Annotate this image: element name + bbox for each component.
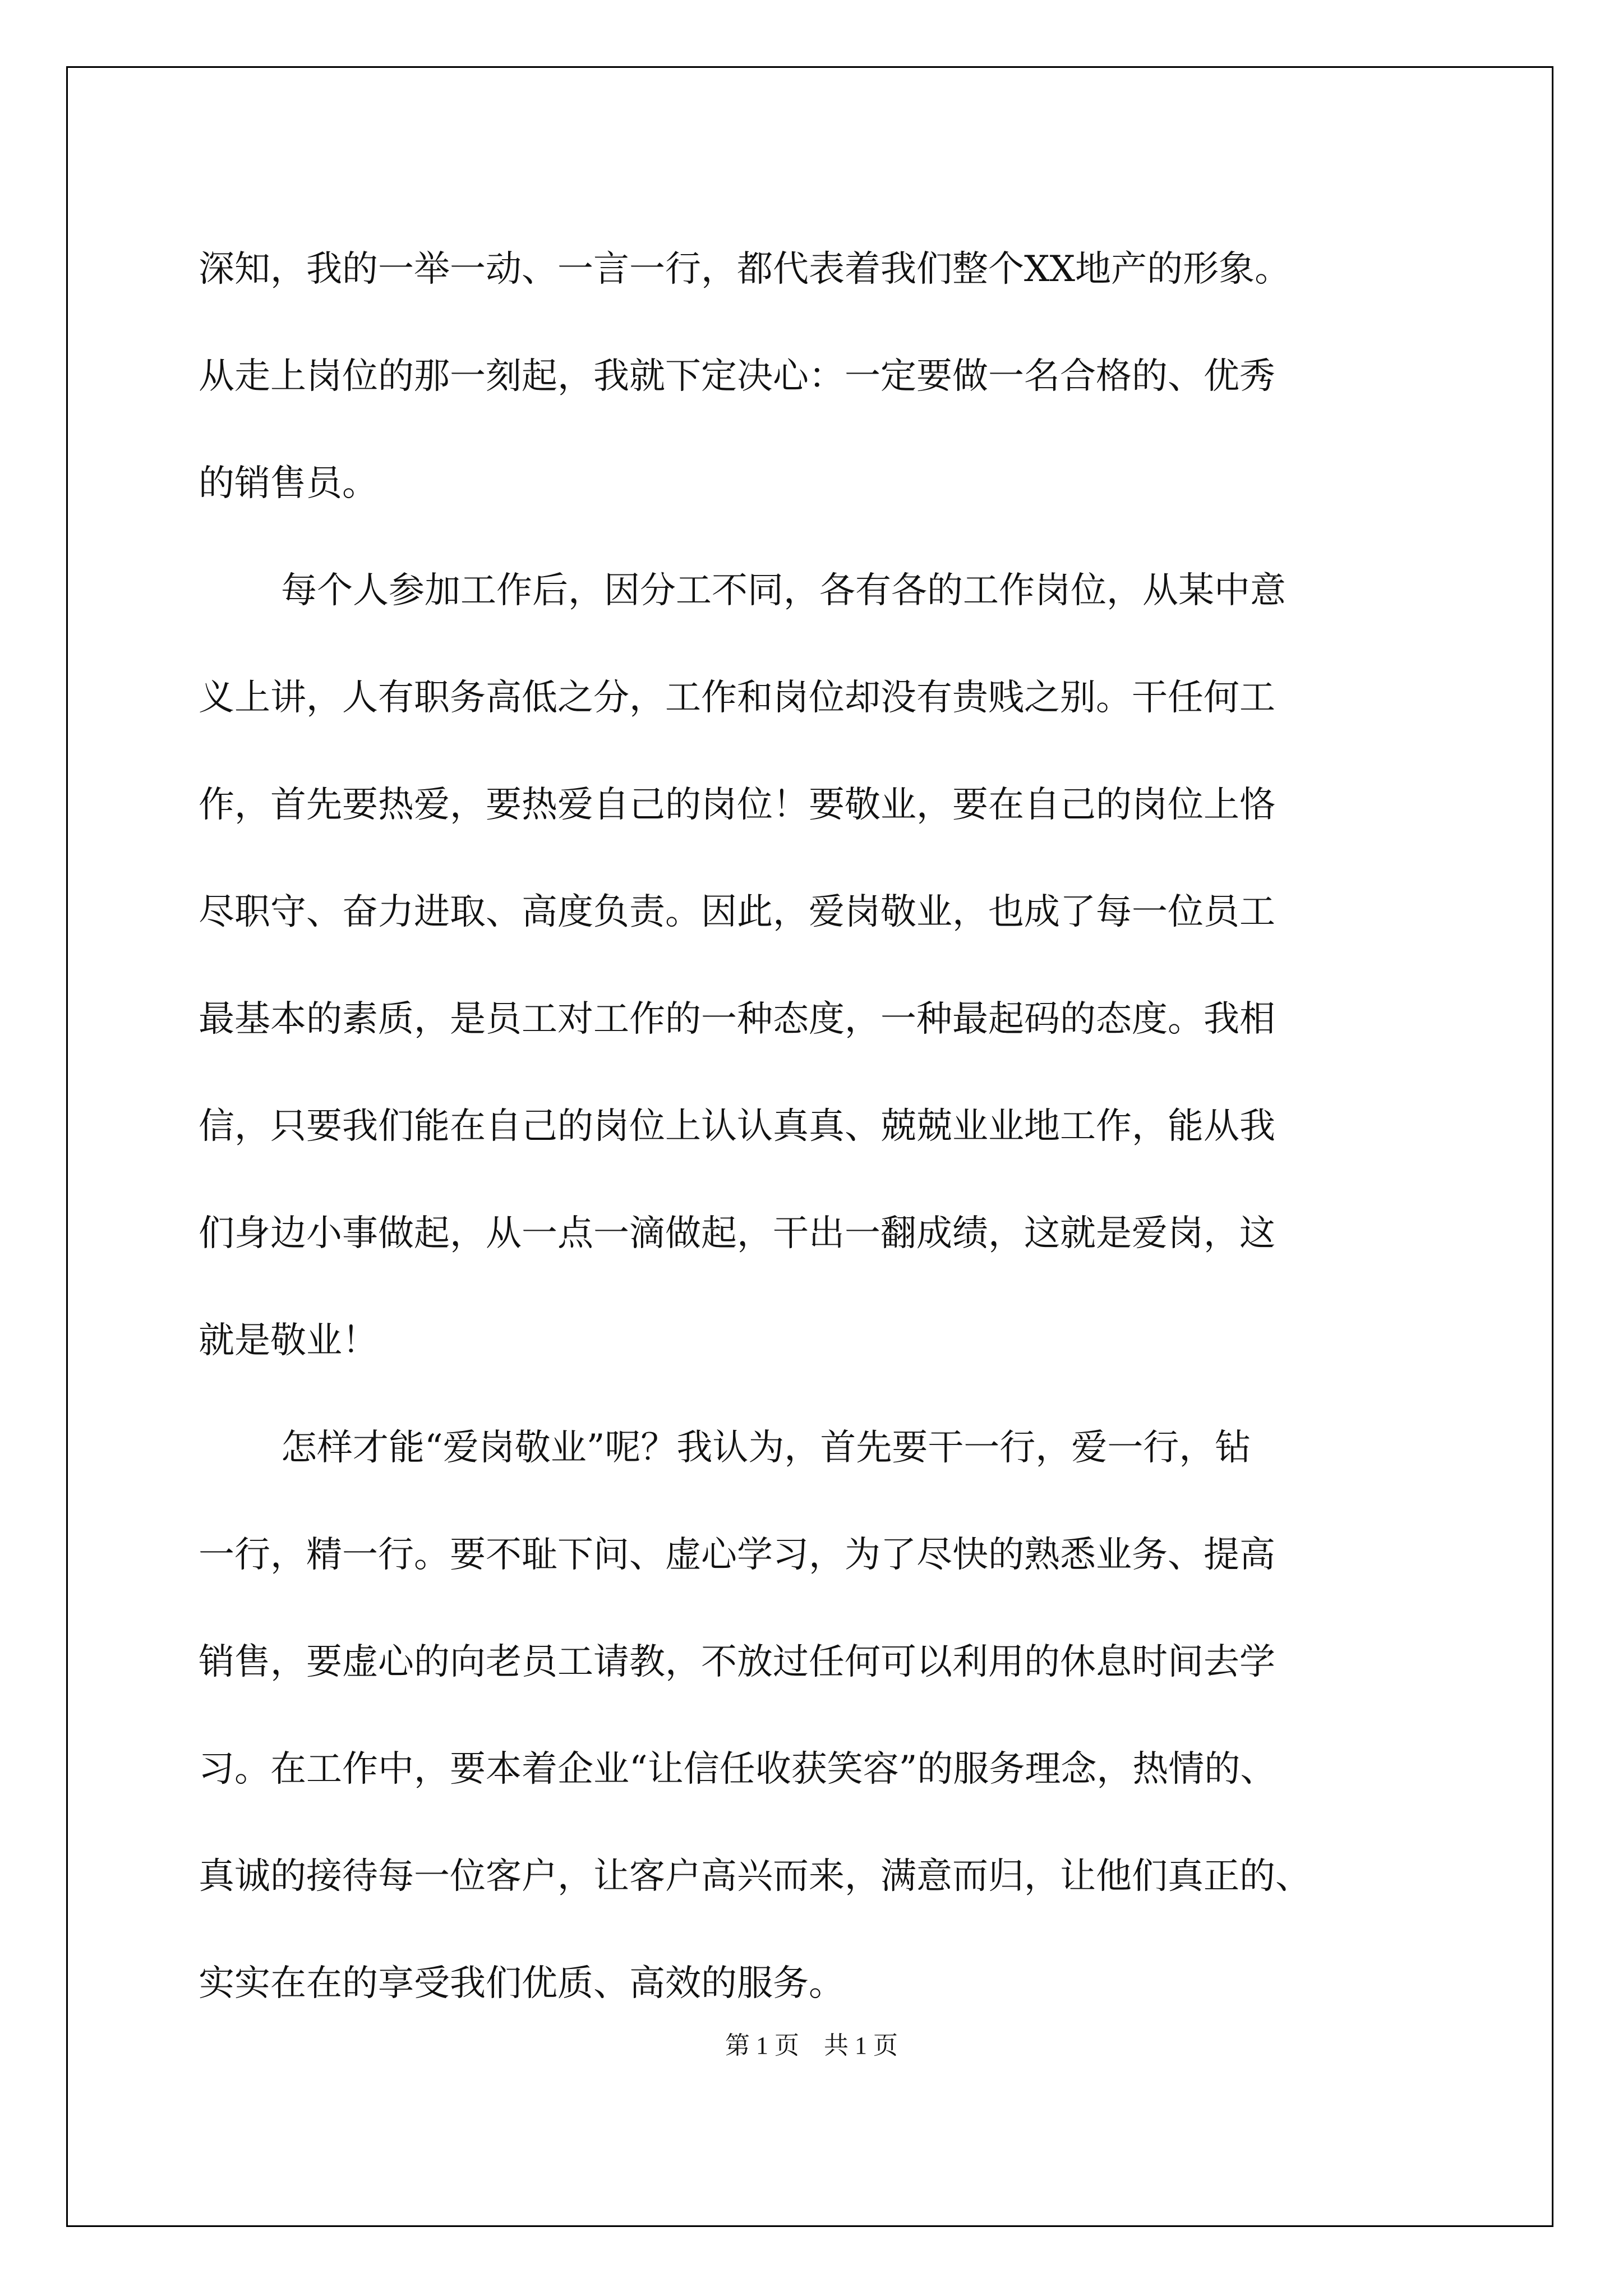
text-line: 们身边小事做起，从一点一滴做起，干出一翻成绩，这就是爱岗，这 xyxy=(199,1213,1275,1254)
text-line: 习。在工作中，要本着企业“让信任收获笑容”的服务理念，热情的、 xyxy=(199,1749,1276,1790)
text-line: 义上讲，人有职务高低之分，工作和岗位却没有贵贱之别。干任何工 xyxy=(199,677,1275,719)
text-line: 信，只要我们能在自己的岗位上认认真真、兢兢业业地工作，能从我 xyxy=(199,1106,1275,1147)
paragraph-first-line: 怎样才能“爱岗敬业”呢？我认为，首先要干一行，爱一行，钻 xyxy=(281,1427,1251,1469)
document-body xyxy=(199,216,1488,2037)
text-line: 销售，要虚心的向老员工请教，不放过任何可以利用的休息时间去学 xyxy=(199,1641,1275,1683)
text-line: 作，首先要热爱，要热爱自己的岗位！要敬业，要在自己的岗位上恪 xyxy=(199,784,1275,826)
text-line: 尽职守、奋力进取、高度负责。因此，爱岗敬业，也成了每一位员工 xyxy=(199,891,1275,933)
text-line: 的销售员。 xyxy=(199,463,378,504)
text-line: 实实在在的享受我们优质、高效的服务。 xyxy=(199,1963,845,2004)
text-line: 从走上岗位的那一刻起，我就下定决心：一定要做一名合格的、优秀 xyxy=(199,356,1275,397)
text-line: 最基本的素质，是员工对工作的一种态度，一种最起码的态度。我相 xyxy=(199,999,1275,1040)
paragraph-first-line: 每个人参加工作后，因分工不同，各有各的工作岗位，从某中意 xyxy=(281,570,1286,611)
text-line: 真诚的接待每一位客户，让客户高兴而来，满意而归，让他们真正的、 xyxy=(199,1856,1311,1897)
text-line: 深知，我的一举一动、一言一行，都代表着我们整个XX地产的形象。 xyxy=(199,249,1291,290)
page-number-footer: 第 1 页 共 1 页 xyxy=(725,2032,898,2059)
text-line: 就是敬业！ xyxy=(199,1320,378,1361)
text-line: 一行，精一行。要不耻下问、虚心学习，为了尽快的熟悉业务、提高 xyxy=(199,1534,1275,1576)
